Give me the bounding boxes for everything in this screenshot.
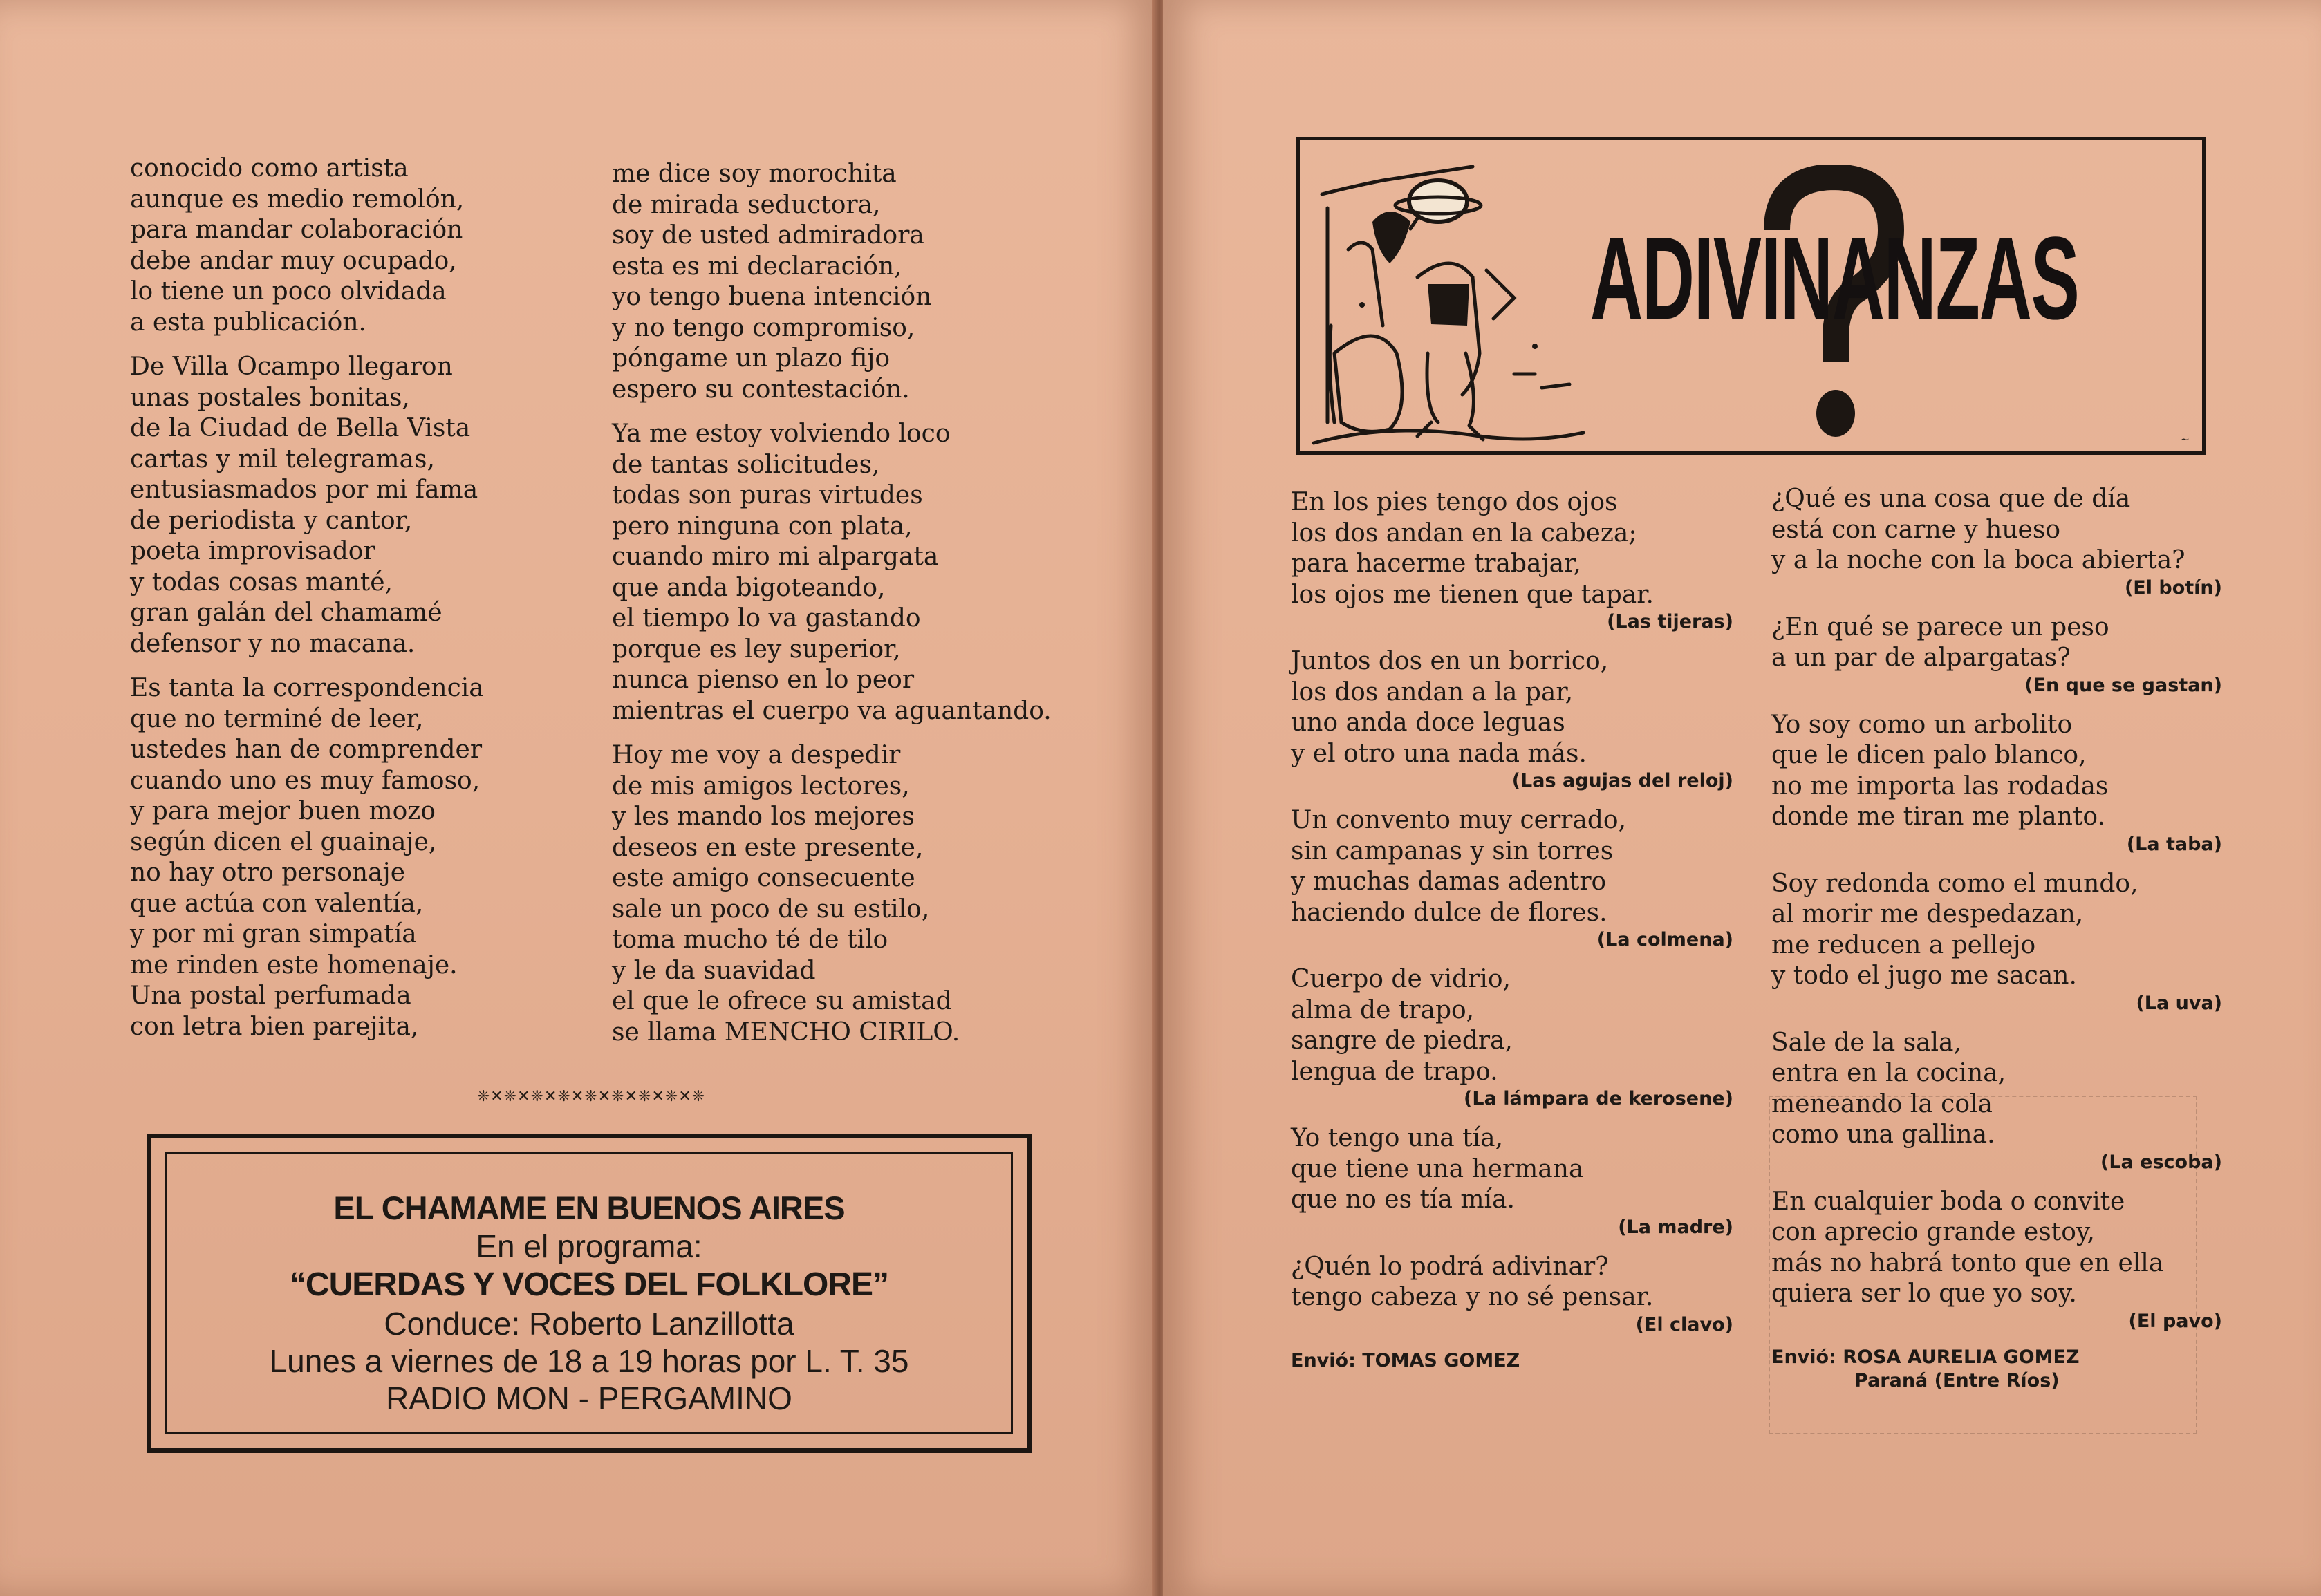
verse-line: pero ninguna con plata, <box>612 511 913 541</box>
verse-line: me dice soy morochita <box>612 160 897 188</box>
verse-line: cartas y mil telegramas, <box>130 444 435 473</box>
verse-line: De Villa Ocampo llegaron <box>130 353 453 381</box>
riddle-line: que le dicen palo blanco, <box>1771 741 2087 769</box>
stanza <box>130 153 517 338</box>
riddle-line: no me importa las rodadas <box>1771 771 2109 800</box>
verse-line: mientras el cuerpo va aguantando. <box>612 696 1052 725</box>
riddle-line: y todo el jugo me sacan. <box>1771 961 2077 990</box>
riddle-line: que tiene una hermana <box>1291 1154 1584 1183</box>
verse-line: y le da suavidad <box>612 956 816 985</box>
verse-line: que actúa con valentía, <box>130 889 424 918</box>
ad-host: Conduce: Roberto Lanzillotta <box>384 1306 794 1342</box>
riddle-line: y muchas damas adentro <box>1291 867 1607 896</box>
artist-signature: ~ <box>2180 433 2190 446</box>
left-page <box>0 0 1156 1596</box>
adivinanzas-header <box>1296 137 2206 455</box>
verse-line: entusiasmados por mi fama <box>130 476 478 504</box>
verse-line: para mandar colaboración <box>130 216 463 244</box>
verse-line: yo tengo buena intención <box>612 283 932 311</box>
riddles-column-left <box>1291 487 1733 1373</box>
poem-column-2 <box>612 159 1089 1062</box>
verse-line: gran galán del chamamé <box>130 599 442 627</box>
ornamental-divider: ❈✕❈✕❈✕❈✕❈✕❈✕❈✕❈✕❈ <box>476 1088 706 1105</box>
verse-line: y por mi gran simpatía <box>130 920 417 948</box>
verse-line: defensor y no macana. <box>130 629 416 658</box>
verse-line: de mirada seductora, <box>612 190 881 219</box>
verse-line: espero su contestación. <box>612 375 910 404</box>
riddle <box>1771 869 2222 1015</box>
riddle-line: los dos andan en la cabeza; <box>1291 518 1637 547</box>
riddle-line: lengua de trapo. <box>1291 1057 1498 1086</box>
gaucho-couple-illustration-icon <box>1307 146 1590 450</box>
riddle-line: a un par de alpargatas? <box>1771 644 2071 672</box>
ad-headline: EL CHAMAME EN BUENOS AIRES <box>333 1190 845 1226</box>
riddle-line: Soy redonda como el mundo, <box>1771 869 2138 898</box>
verse-line: todas son puras virtudes <box>612 481 923 509</box>
riddle-line: los ojos me tienen que tapar. <box>1291 580 1654 609</box>
riddle <box>1291 1252 1733 1337</box>
riddle-line: sangre de piedra, <box>1291 1026 1513 1055</box>
riddle-line: Yo tengo una tía, <box>1291 1124 1504 1152</box>
verse-line: que no terminé de leer, <box>130 704 424 733</box>
ad-program-label: En el programa: <box>476 1228 702 1264</box>
ad-station: RADIO MON - PERGAMINO <box>386 1380 792 1416</box>
riddle-line: En cualquier boda o convite <box>1771 1187 2125 1216</box>
riddle <box>1291 1123 1733 1239</box>
riddle <box>1291 487 1733 634</box>
riddle-answer: (Las agujas del reloj) <box>1511 770 1733 791</box>
sender-place: Paraná (Entre Ríos) <box>1854 1369 2060 1391</box>
stanza <box>612 159 1089 405</box>
ad-inner-frame <box>165 1152 1013 1434</box>
verse-line: nunca pienso en lo peor <box>612 666 915 694</box>
riddle-line: Cuerpo de vidrio, <box>1291 965 1511 993</box>
riddle-line: ¿Qué es una cosa que de día <box>1771 485 2131 513</box>
verse-line: cuando uno es muy famoso, <box>130 766 481 795</box>
riddle-line: uno anda doce leguas <box>1291 708 1565 737</box>
riddle-line: Sale de la sala, <box>1771 1028 1961 1057</box>
verse-line: de tantas solicitudes, <box>612 450 880 479</box>
verse-line: según dicen el guainaje, <box>130 827 437 856</box>
riddle <box>1291 646 1733 793</box>
riddle-line: haciendo dulce de flores. <box>1291 898 1607 927</box>
verse-line: se llama MENCHO CIRILO. <box>612 1017 960 1046</box>
riddle-answer: (La uva) <box>2136 992 2222 1014</box>
verse-line: el que le ofrece su amistad <box>612 987 952 1015</box>
radio-program-ad <box>147 1134 1032 1453</box>
verse-line: sale un poco de su estilo, <box>612 894 930 923</box>
riddle-line: alma de trapo, <box>1291 995 1475 1024</box>
riddle-line: ¿Quén lo podrá adivinar? <box>1291 1252 1609 1281</box>
poem-column-1 <box>130 153 517 1056</box>
riddle <box>1291 805 1733 952</box>
verse-line: no hay otro personaje <box>130 858 406 887</box>
verse-line: el tiempo lo va gastando <box>612 604 921 632</box>
riddle-line: más no habrá tonto que en ella <box>1771 1248 2164 1277</box>
verse-line: y no tengo compromiso, <box>612 313 915 342</box>
verse-line: póngame un plazo fijo <box>612 344 891 373</box>
verse-line: esta es mi declaración, <box>612 252 902 281</box>
riddle-answer: (Las tijeras) <box>1607 611 1733 632</box>
riddle-line: ¿En qué se parece un peso <box>1771 612 2109 641</box>
verse-line: ustedes han de comprender <box>130 735 483 764</box>
verse-line: deseos en este presente, <box>612 833 924 862</box>
riddle-line: donde me tiran me planto. <box>1771 802 2105 831</box>
riddle-answer: (El clavo) <box>1635 1313 1733 1335</box>
riddle-line: y a la noche con la boca abierta? <box>1771 546 2185 574</box>
verse-line: poeta improvisador <box>130 537 375 565</box>
verse-line: aunque es medio remolón, <box>130 185 465 214</box>
verse-line: de periodista y cantor, <box>130 506 413 535</box>
riddle-line: Yo soy como un arbolito <box>1771 710 2073 739</box>
verse-line: Hoy me voy a despedir <box>612 741 901 769</box>
verse-line: me rinden este homenaje. <box>130 950 458 979</box>
verse-line: lo tiene un poco olvidada <box>130 277 447 306</box>
riddle-line: al morir me despedazan, <box>1771 900 2084 928</box>
verse-line: que anda bigoteando, <box>612 573 886 602</box>
stanza <box>612 419 1089 726</box>
verse-line: Es tanta la correspondencia <box>130 674 484 702</box>
riddle-line: Un convento muy cerrado, <box>1291 806 1627 834</box>
verse-line: este amigo consecuente <box>612 864 915 892</box>
verse-line: y todas cosas manté, <box>130 567 393 597</box>
riddle-answer: (La madre) <box>1618 1216 1733 1238</box>
verse-line: de mis amigos lectores, <box>612 771 910 800</box>
riddle-line: como una gallina. <box>1771 1120 1995 1149</box>
riddle <box>1771 710 2222 856</box>
riddle-line: Juntos dos en un borrico, <box>1291 647 1609 675</box>
riddle <box>1291 964 1733 1111</box>
sender-credit: Envió: TOMAS GOMEZ <box>1291 1349 1520 1371</box>
verse-line: toma mucho té de tilo <box>612 926 888 954</box>
riddle-line: y el otro una nada más. <box>1291 739 1587 768</box>
riddle-answer: (En que se gastan) <box>2024 674 2222 696</box>
stanza <box>612 740 1089 1048</box>
verse-line: con letra bien parejita, <box>130 1012 419 1041</box>
riddle-line: En los pies tengo dos ojos <box>1291 488 1618 516</box>
ad-schedule: Lunes a viernes de 18 a 19 horas por L. T. 35 <box>269 1343 909 1379</box>
verse-line: cuando miro mi alpargata <box>612 543 939 571</box>
stanza <box>130 352 517 659</box>
verse-line: Ya me estoy volviendo loco <box>612 420 951 448</box>
riddle-line: para hacerme trabajar, <box>1291 550 1581 578</box>
riddle-line: sin campanas y sin torres <box>1291 836 1614 865</box>
riddle-answer: (La lámpara de kerosene) <box>1464 1088 1733 1109</box>
faded-frame <box>1769 1096 2197 1434</box>
riddle-line: que no es tía mía. <box>1291 1185 1515 1214</box>
riddle-answer: (La escoba) <box>2100 1151 2222 1173</box>
verse-line: y les mando los mejores <box>612 802 915 831</box>
riddle-line: me reducen a pellejo <box>1771 930 2036 959</box>
riddle-line: meneando la cola <box>1771 1089 1993 1118</box>
verse-line: Una postal perfumada <box>130 982 411 1010</box>
verse-line: debe andar muy ocupado, <box>130 246 457 275</box>
riddle-line: está con carne y hueso <box>1771 515 2060 544</box>
verse-line: a esta publicación. <box>130 308 366 337</box>
riddle-line: entra en la cocina, <box>1771 1059 2006 1087</box>
riddle-line: con aprecio grande estoy, <box>1771 1218 2095 1246</box>
page-title: ADIVINANZAS <box>1590 213 2079 344</box>
riddle-answer: (El botín) <box>2124 576 2222 599</box>
verse-line: porque es ley superior, <box>612 635 901 664</box>
verse-line: conocido como artista <box>130 154 409 182</box>
riddle-answer: (La taba) <box>2126 833 2222 855</box>
riddle-answer: (El pavo) <box>2128 1310 2222 1332</box>
riddle-answer: (La colmena) <box>1596 929 1733 950</box>
stanza <box>130 673 517 1042</box>
verse-line: unas postales bonitas, <box>130 383 410 412</box>
riddle-line: los dos andan a la par, <box>1291 677 1574 706</box>
riddle-line: tengo cabeza y no sé pensar. <box>1291 1283 1654 1311</box>
verse-line: y para mejor buen mozo <box>130 797 436 825</box>
verse-line: de la Ciudad de Bella Vista <box>130 414 471 442</box>
riddle <box>1771 612 2222 697</box>
ad-program-name: “CUERDAS Y VOCES DEL FOLKLORE” <box>289 1266 889 1303</box>
verse-line: soy de usted admiradora <box>612 221 924 250</box>
riddle-line: quiera ser lo que yo soy. <box>1771 1279 2077 1308</box>
sender-name: Envió: ROSA AURELIA GOMEZ <box>1771 1346 2080 1368</box>
riddle <box>1771 484 2222 600</box>
